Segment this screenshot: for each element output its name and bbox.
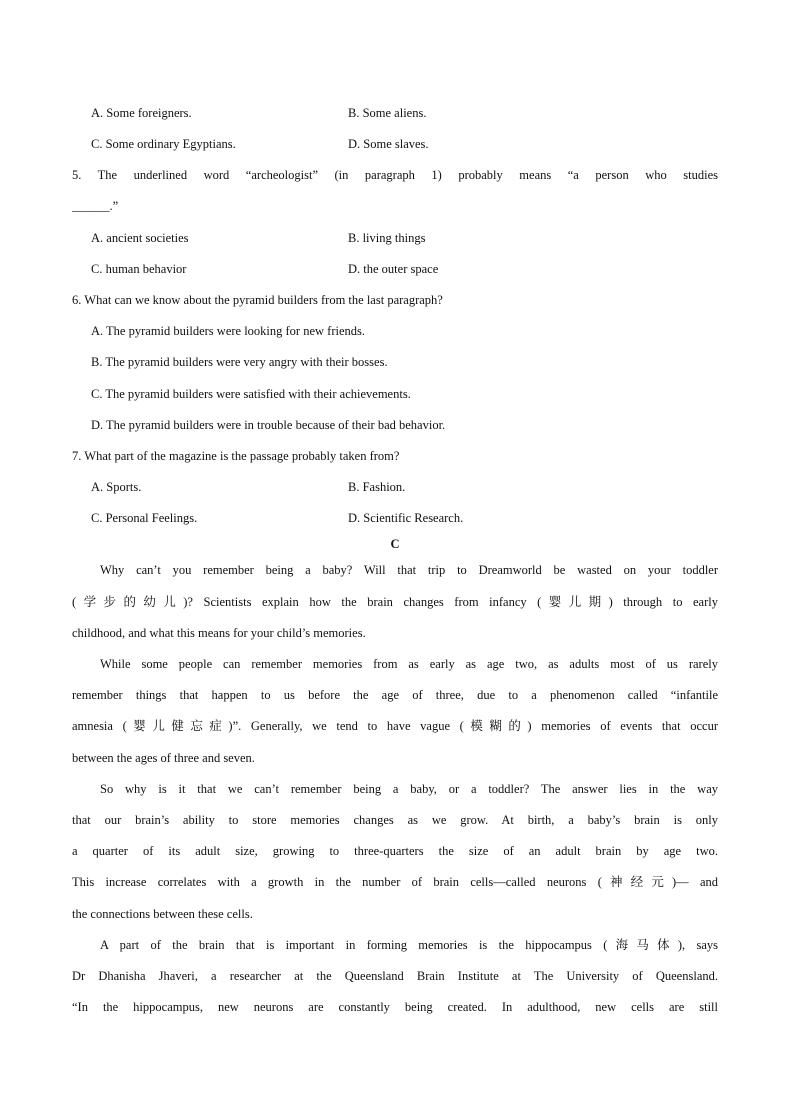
q6-option-c: C. The pyramid builders were satisfied with their achievements. xyxy=(91,387,411,401)
paragraph-line: (学步的幼儿)? Scientists explain how the brain changes from infancy (婴儿期) through to early xyxy=(72,595,718,609)
q5-option-a: A. ancient societies xyxy=(91,231,189,245)
q5-option-d: D. the outer space xyxy=(348,262,439,276)
q7-stem: 7. What part of the magazine is the passage probably taken from? xyxy=(72,449,400,463)
q6-option-d: D. The pyramid builders were in trouble because of their bad behavior. xyxy=(91,418,446,432)
paragraph-line: Dr Dhanisha Jhaveri, a researcher at the Queensland Brain Institute at The University of Queensland. xyxy=(72,969,718,983)
paragraph-line: “In the hippocampus, new neurons are constantly being created. In adulthood, new cells are still xyxy=(72,1000,718,1014)
q7-option-b: B. Fashion. xyxy=(348,480,406,494)
paragraph-line: childhood, and what this means for your child’s memories. xyxy=(72,626,366,640)
q4-option-a: A. Some foreigners. xyxy=(91,106,192,120)
q4-option-b: B. Some aliens. xyxy=(348,106,427,120)
paragraph-line: remember things that happen to us before the age of three, due to a phenomenon called “infantile xyxy=(72,688,718,702)
q5-option-c: C. human behavior xyxy=(91,262,187,276)
paragraph-line: a quarter of its adult size, growing to three-quarters the size of an adult brain by age two. xyxy=(72,844,718,858)
q6-option-a: A. The pyramid builders were looking for new friends. xyxy=(91,324,366,338)
paragraph-line: amnesia (婴儿健忘症)”. Generally, we tend to have vague (模糊的) memories of events that occur xyxy=(72,719,718,733)
q7-option-d: D. Scientific Research. xyxy=(348,511,464,525)
q6-option-b: B. The pyramid builders were very angry with their bosses. xyxy=(91,355,388,369)
paragraph-line: While some people can remember memories from as early as age two, as adults most of us rarely xyxy=(100,657,718,671)
section-title: C xyxy=(390,537,400,551)
q7-option-c: C. Personal Feelings. xyxy=(91,511,198,525)
paragraph-line: A part of the brain that is important in forming memories is the hippocampus (海马体), says xyxy=(100,938,718,952)
paragraph-line: between the ages of three and seven. xyxy=(72,751,255,765)
q4-option-c: C. Some ordinary Egyptians. xyxy=(91,137,236,151)
q5-option-b: B. living things xyxy=(348,231,426,245)
q5-stem-line: ______.” xyxy=(72,199,119,213)
q7-option-a: A. Sports. xyxy=(91,480,142,494)
q6-stem: 6. What can we know about the pyramid builders from the last paragraph? xyxy=(72,293,443,307)
paragraph-line: This increase correlates with a growth in the number of brain cells—called neurons (神经元)— and xyxy=(72,875,718,889)
q4-option-d: D. Some slaves. xyxy=(348,137,429,151)
paragraph-line: Why can’t you remember being a baby? Will that trip to Dreamworld be wasted on your toddler xyxy=(100,563,718,577)
paragraph-line: that our brain’s ability to store memories changes as we grow. At birth, a baby’s brain is only xyxy=(72,813,718,827)
paragraph-line: So why is it that we can’t remember being a baby, or a toddler? The answer lies in the way xyxy=(100,782,718,796)
paragraph-line: the connections between these cells. xyxy=(72,907,253,921)
q5-stem xyxy=(72,167,718,213)
q5-stem-line: 5. The underlined word “archeologist” (in paragraph 1) probably means “a person who studies xyxy=(72,168,718,182)
